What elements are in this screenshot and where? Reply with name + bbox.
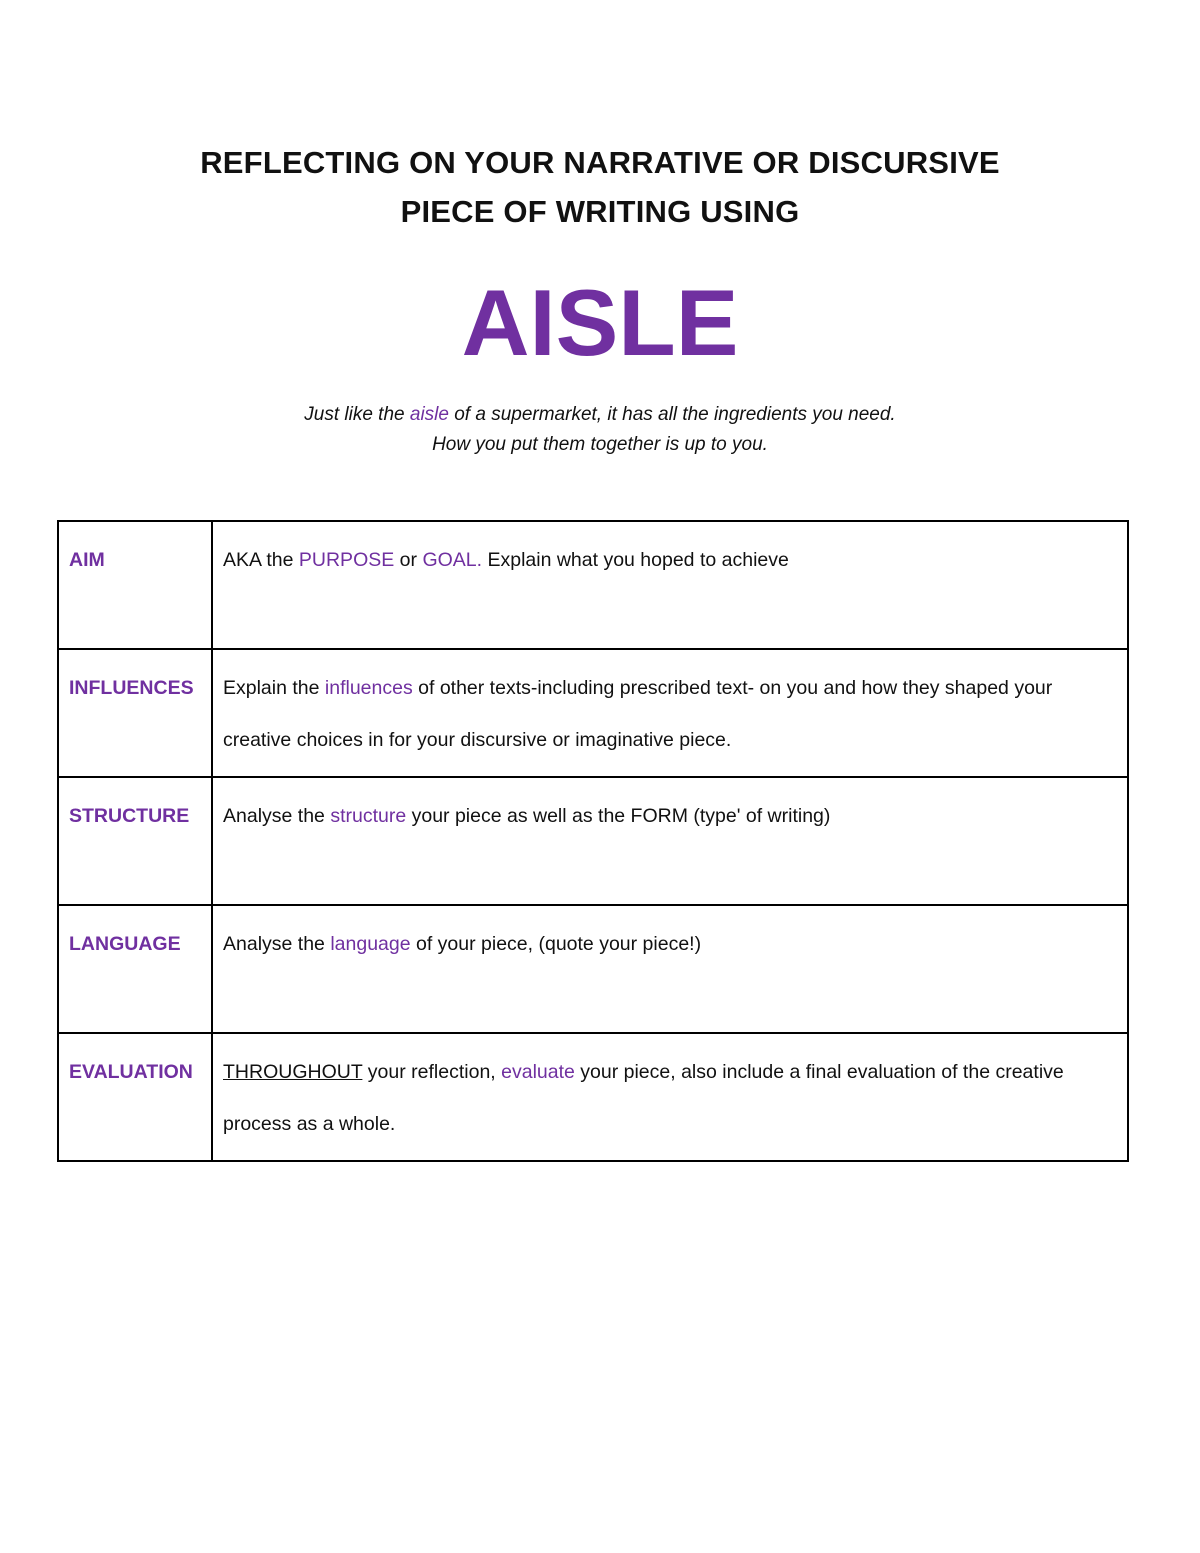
row-description-text	[223, 918, 1117, 970]
page-title	[0, 138, 1200, 236]
description-segment: your piece, also include a final evaluation of the creative process as a whole.	[223, 1061, 1064, 1135]
description-segment: of your piece, (quote your piece!)	[410, 933, 702, 955]
row-description	[212, 521, 1128, 649]
title-line-2: PIECE OF WRITING USING	[400, 194, 800, 229]
row-description-text	[223, 662, 1117, 766]
table-row	[58, 649, 1128, 777]
row-description-text	[223, 534, 1117, 586]
description-segment: Analyse the	[223, 805, 331, 827]
row-description-text	[223, 1046, 1117, 1150]
row-label: LANGUAGE	[58, 905, 212, 1033]
description-segment: evaluate	[501, 1061, 575, 1083]
description-segment: Explain what you hoped to achieve	[482, 549, 789, 571]
tagline-text-post: of a supermarket, it has all the ingredients you need.	[448, 404, 896, 425]
description-segment: PURPOSE	[298, 549, 395, 571]
row-description	[212, 777, 1128, 905]
description-segment: AKA the	[223, 549, 299, 571]
row-label: EVALUATION	[58, 1033, 212, 1161]
description-segment: structure	[330, 805, 407, 827]
acronym-heading: AISLE	[461, 270, 739, 375]
row-label: STRUCTURE	[58, 777, 212, 905]
row-description-text	[223, 790, 1117, 842]
row-description	[212, 905, 1128, 1033]
tagline-text-pre: Just like the	[304, 404, 410, 425]
row-description	[212, 1033, 1128, 1161]
tagline-accent-word: aisle	[409, 404, 449, 425]
row-label: AIM	[58, 521, 212, 649]
description-segment: of other texts-including prescribed text- on you and how they shaped your creative choices in for your discursive or imaginative piece.	[223, 677, 1053, 751]
tagline-line-2: How you put them together is up to you.	[432, 434, 768, 455]
table-row	[58, 1033, 1128, 1161]
tagline-line-1	[0, 400, 1200, 430]
table-row	[58, 905, 1128, 1033]
aisle-table-body	[58, 521, 1128, 1161]
description-segment: your piece as well as the FORM (type' of writing)	[406, 805, 831, 827]
description-segment: your reflection,	[362, 1061, 502, 1083]
description-segment: Analyse the	[223, 933, 331, 955]
description-segment: influences	[324, 677, 413, 699]
row-description	[212, 649, 1128, 777]
table-row	[58, 777, 1128, 905]
description-segment: language	[330, 933, 411, 955]
row-label: INFLUENCES	[58, 649, 212, 777]
description-segment: THROUGHOUT	[223, 1061, 363, 1083]
title-line-1: REFLECTING ON YOUR NARRATIVE OR DISCURSIVE	[200, 145, 1000, 180]
description-segment: or	[394, 549, 423, 571]
table-row	[58, 521, 1128, 649]
tagline	[0, 400, 1200, 460]
description-segment: Explain the	[223, 677, 325, 699]
description-segment: GOAL.	[422, 549, 483, 571]
aisle-table	[57, 520, 1129, 1162]
